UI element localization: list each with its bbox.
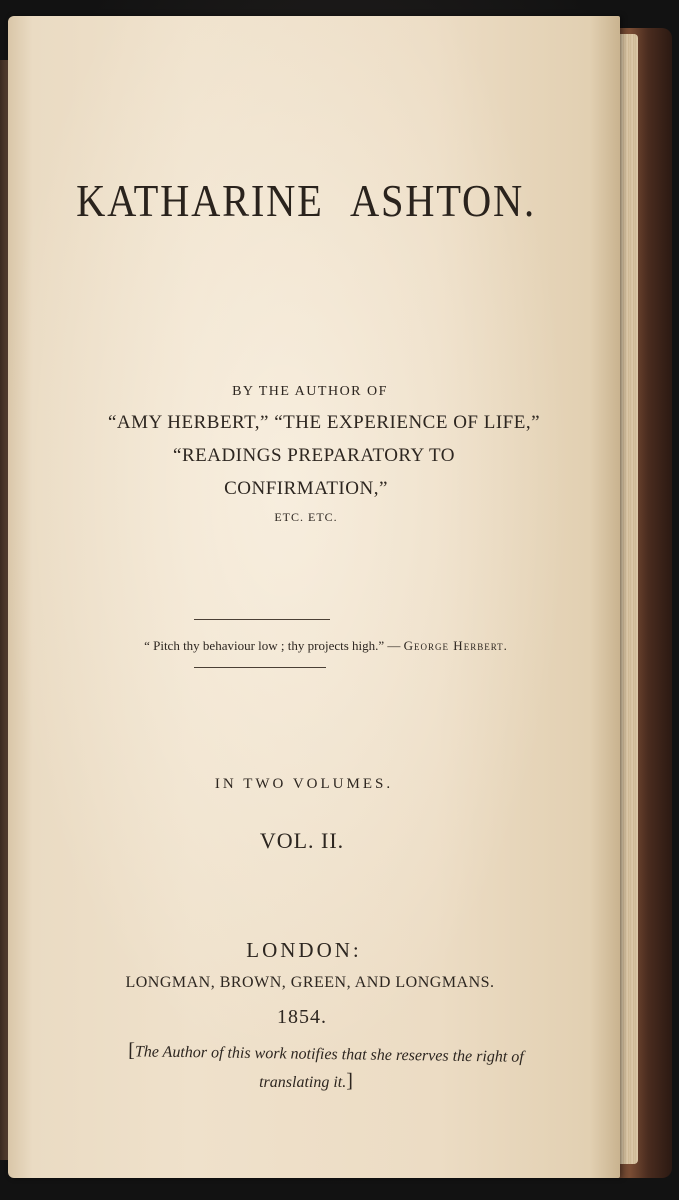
notice-open-bracket: [ — [128, 1039, 136, 1062]
notice-text-2: translating it. — [259, 1074, 347, 1091]
etc-line: ETC. ETC. — [274, 510, 338, 524]
epigraph-author: George Herbert. — [403, 638, 508, 653]
imprint-publisher: LONGMAN, BROWN, GREEN, AND LONGMANS. — [125, 974, 495, 991]
rights-notice-line-1 — [20, 1038, 632, 1070]
imprint-city: LONDON: — [246, 938, 362, 962]
epigraph — [20, 638, 632, 654]
book-title — [37, 174, 576, 227]
other-works-line-2: “READINGS PREPARATORY TO — [173, 445, 455, 466]
notice-close-bracket: ] — [346, 1070, 353, 1092]
rights-notice-line-2 — [0, 1070, 612, 1093]
title-word-2: ASHTON. — [349, 175, 536, 226]
notice-text-1: The Author of this work notifies that she reserves the right of — [134, 1043, 524, 1066]
epigraph-rule-top — [194, 619, 330, 620]
title-page — [8, 16, 620, 1178]
epigraph-quote: “ Pitch thy behaviour low ; thy projects high.” — — [144, 638, 401, 653]
other-works-line-1: “AMY HERBERT,” “THE EXPERIENCE OF LIFE,” — [107, 412, 541, 433]
volumes-line: IN TWO VOLUMES. — [214, 776, 394, 792]
byline: BY THE AUTHOR OF — [232, 384, 388, 399]
epigraph-rule-bottom — [194, 667, 326, 668]
title-word-1: KATHARINE — [76, 175, 324, 226]
imprint-year: 1854. — [277, 1006, 327, 1028]
other-works-line-3: CONFIRMATION,” — [224, 478, 388, 499]
volume-number: VOL. II. — [259, 828, 345, 853]
